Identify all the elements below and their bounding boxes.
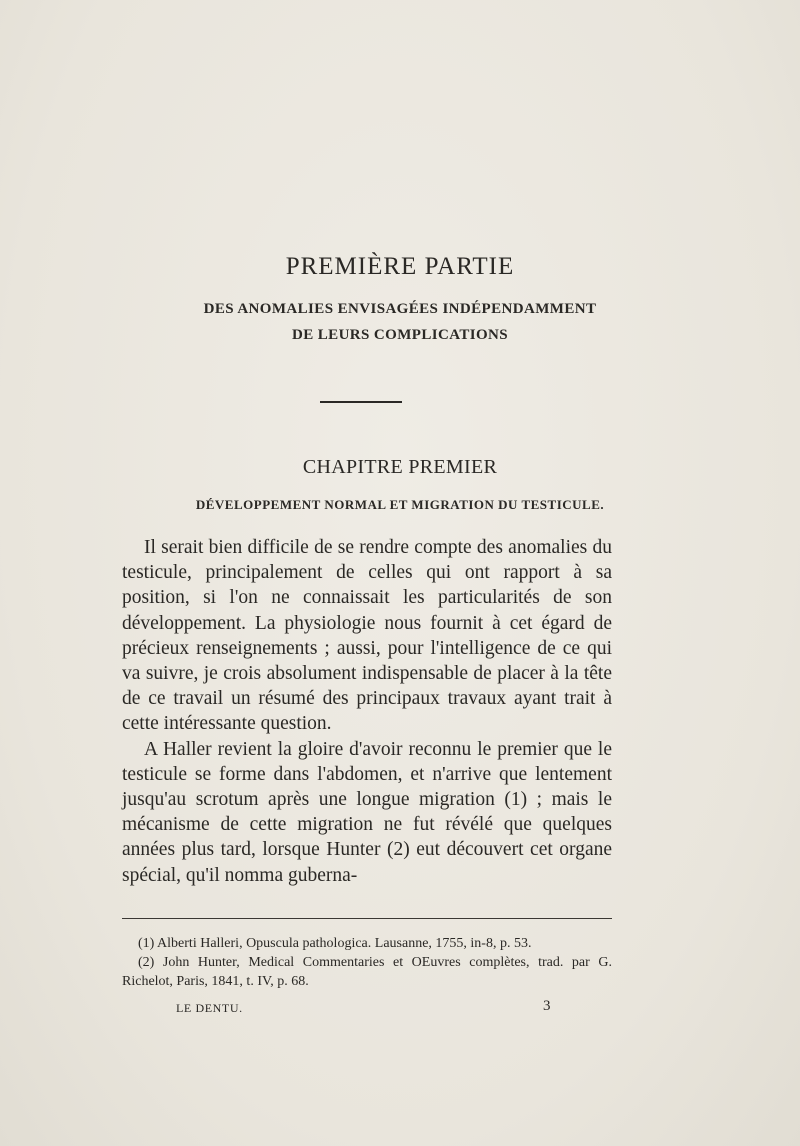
signature-number: 3 <box>543 998 551 1014</box>
paragraph-2: A Haller revient la gloire d'avoir reconnu le premier que le testicule se forme dans l'abdomen, et n'arrive que lentement jusqu'au scrotum après une longue migration (1) ; mais le mécanisme de cette migration ne fut révélé que quelques années plus tard, lorsque Hunter (2) eut découvert cet organe spécial, qu'il nomma guberna- <box>122 738 612 886</box>
part-subtitle-line1: DES ANOMALIES ENVISAGÉES INDÉPENDAMMENT <box>203 301 597 317</box>
part-subtitle-line2: DE LEURS COMPLICATIONS <box>291 327 509 343</box>
footnote-1: (1) Alberti Halleri, Opuscula pathologica. Lausanne, 1755, in-8, p. 53. <box>138 936 532 951</box>
footnote-2: (2) John Hunter, Medical Commentaries et OEuvres complètes, trad. par G. Richelot, Paris, 1841, t. IV, p. 68. <box>122 955 612 989</box>
chapter-subtitle: DÉVELOPPEMENT NORMAL ET MIGRATION DU TESTICULE. <box>195 497 605 512</box>
footnotes <box>122 934 612 991</box>
printer-signature: LE DENTU. <box>176 1001 243 1015</box>
part-title: PREMIÈRE PARTIE <box>285 253 515 280</box>
paragraph-1: Il serait bien difficile de se rendre compte des anomalies du testicule, principalement de celles qui ont rapport à sa position, si l'on ne connaissait les particularités de son développement. La physiologie nous fournit à cet égard de précieux renseignements ; aussi, pour l'intelligence de ce qui va suivre, je crois absolument indispensable de placer à la tête de ce travail un résumé des principaux travaux ayant trait à cette intéressante question. <box>122 537 612 735</box>
footnote-divider <box>122 918 612 919</box>
chapter-title: CHAPITRE PREMIER <box>302 456 498 478</box>
body-text <box>122 535 612 888</box>
section-divider <box>320 401 402 403</box>
